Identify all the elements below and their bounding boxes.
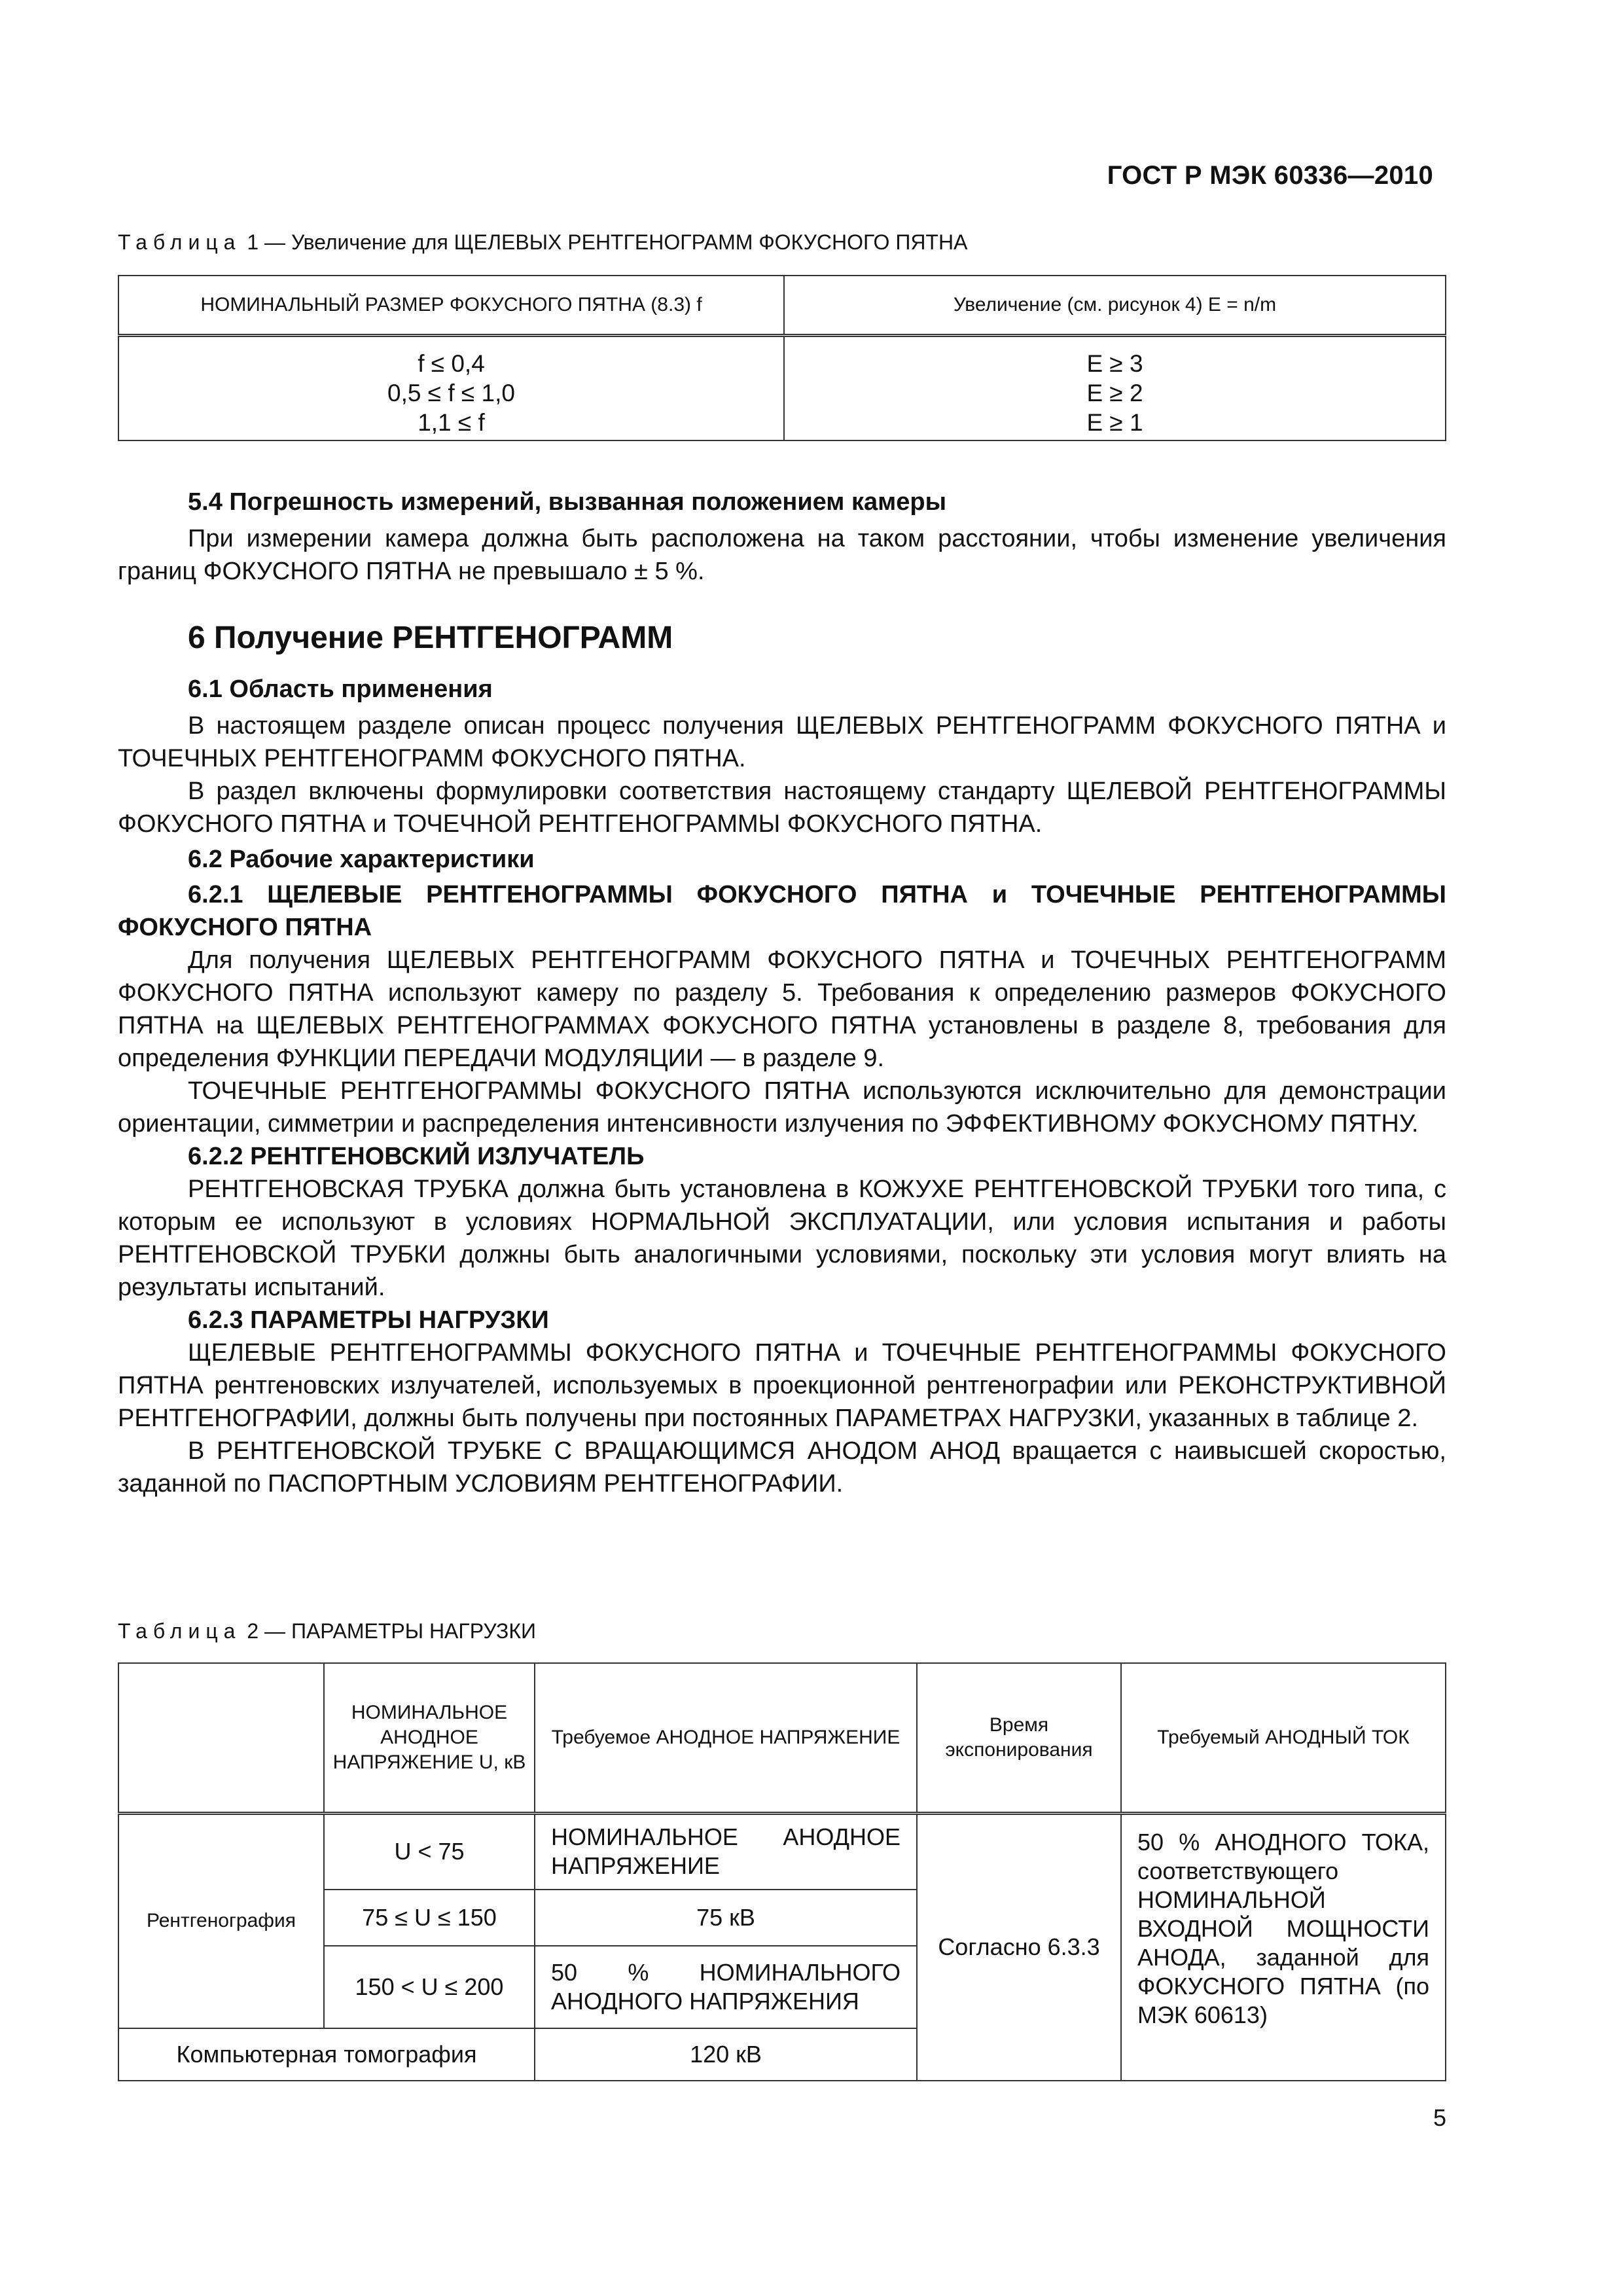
table2-required-voltage: 50 % НОМИНАЛЬНОГО АНОДНОГО НАПРЯЖЕНИЯ: [535, 1946, 917, 2028]
table2: [118, 1662, 1446, 2081]
table2-required-voltage: НОМИНАЛЬНОЕ АНОДНОЕ НАПРЯЖЕНИЕ: [535, 1814, 917, 1890]
table2-voltage-range: 75 ≤ U ≤ 150: [324, 1890, 535, 1946]
table2-voltage-range: 150 < U ≤ 200: [324, 1946, 535, 2028]
table1-size-value: f ≤ 0,4: [418, 350, 485, 377]
section-6-heading: 6 Получение РЕНТГЕНОГРАММ: [188, 620, 673, 655]
page-number: 5: [1433, 2104, 1446, 2131]
section-6-2-heading: 6.2 Рабочие характеристики: [188, 846, 535, 873]
table2-required-voltage-header: Требуемое АНОДНОЕ НАПРЯЖЕНИЕ: [535, 1663, 917, 1814]
section-6-1-heading: 6.1 Область применения: [188, 675, 493, 703]
table1-caption: [118, 230, 967, 255]
table1-col1-header: НОМИНАЛЬНЫЙ РАЗМЕР ФОКУСНОГО ПЯТНА (8.3) f: [118, 276, 784, 336]
standard-number: ГОСТ Р МЭК 60336—2010: [1107, 161, 1433, 190]
table1-caption-text: 1 — Увеличение для ЩЕЛЕВЫХ РЕНТГЕНОГРАММ ФОКУСНОГО ПЯТНА: [247, 230, 968, 254]
table2-voltage-range: U < 75: [324, 1814, 535, 1890]
section-6-2-3-heading: 6.2.3 ПАРАМЕТРЫ НАГРУЗКИ: [188, 1306, 549, 1334]
section-6-2-2-paragraph: РЕНТГЕНОВСКАЯ ТРУБКА должна быть установлена в КОЖУХЕ РЕНТГЕНОВСКОЙ ТРУБКИ того типа, с которым ее используют в условиях НОРМАЛЬНОЙ ЭКСПЛУАТАЦИИ, или условия испытания и работы РЕНТГЕНОВСКОЙ ТРУБКИ должны быть аналогичными условиями, поскольку эти условия могут влиять на результаты испытаний.: [118, 1175, 1446, 1301]
table1-mag-value: E ≥ 1: [1086, 409, 1143, 436]
table1-size-value: 0,5 ≤ f ≤ 1,0: [387, 380, 515, 406]
section-6-1-paragraph: В настоящем разделе описан процесс получения ЩЕЛЕВЫХ РЕНТГЕНОГРАММ ФОКУСНОГО ПЯТНА и ТОЧЕЧНЫХ РЕНТГЕНОГРАММ ФОКУСНОГО ПЯТНА.: [118, 712, 1446, 772]
section-5-4-text: При измерении камера должна быть расположена на таком расстоянии, чтобы изменение увеличения границ ФОКУСНОГО ПЯТНА не превышало ± 5 %.: [118, 525, 1446, 585]
table2-voltage-header: НОМИНАЛЬНОЕ АНОДНОЕ НАПРЯЖЕНИЕ U, кВ: [324, 1663, 535, 1814]
section-5-4-heading: 5.4 Погрешность измерений, вызванная положением камеры: [188, 488, 947, 516]
section-6-2-3-paragraph: ЩЕЛЕВЫЕ РЕНТГЕНОГРАММЫ ФОКУСНОГО ПЯТНА и ТОЧЕЧНЫЕ РЕНТГЕНОГРАММЫ ФОКУСНОГО ПЯТНА рентгеновских излучателей, используемых в проекционной рентгенографии или РЕКОНСТРУКТИВНОЙ РЕНТГЕНОГРАФИИ, должны быть получены при постоянных ПАРАМЕТРАХ НАГРУЗКИ, указанных в таблице 2.: [118, 1339, 1446, 1432]
table2-radiography-label: Рентгенография: [118, 1814, 324, 2028]
table2-time-value: Согласно 6.3.3: [917, 1814, 1121, 2081]
table1-size-value: 1,1 ≤ f: [418, 409, 485, 436]
table2-required-voltage: 75 кВ: [535, 1890, 917, 1946]
section-6-2-2-heading: 6.2.2 РЕНТГЕНОВСКИЙ ИЗЛУЧАТЕЛЬ: [188, 1143, 645, 1170]
table1-size-cell: [118, 336, 784, 441]
table2-caption-word: Таблица: [118, 1619, 241, 1643]
table1-mag-value: E ≥ 3: [1086, 350, 1143, 377]
table1-mag-cell: [784, 336, 1446, 441]
section-6-1-paragraph: В раздел включены формулировки соответствия настоящему стандарту ЩЕЛЕВОЙ РЕНТГЕНОГРАММЫ ФОКУСНОГО ПЯТНА и ТОЧЕЧНОЙ РЕНТГЕНОГРАММЫ ФОКУСНОГО ПЯТНА.: [118, 778, 1446, 838]
table2-ct-label: Компьютерная томография: [118, 2028, 535, 2081]
section-6-2-1-paragraph: ТОЧЕЧНЫЕ РЕНТГЕНОГРАММЫ ФОКУСНОГО ПЯТНА используются исключительно для демонстрации ориентации, симметрии и распределения интенсивности излучения по ЭФФЕКТИВНОМУ ФОКУСНОМУ ПЯТНУ.: [118, 1077, 1446, 1138]
table2-time-header: Время экспонирования: [917, 1663, 1121, 1814]
table1-caption-word: Таблица: [118, 230, 241, 254]
table1-mag-value: E ≥ 2: [1086, 380, 1143, 406]
section-6-2-1-heading: 6.2.1 ЩЕЛЕВЫЕ РЕНТГЕНОГРАММЫ ФОКУСНОГО ПЯТНА и ТОЧЕЧНЫЕ РЕНТГЕНОГРАММЫ ФОКУСНОГО ПЯТНА: [118, 881, 1446, 941]
table2-current-header: Требуемый АНОДНЫЙ ТОК: [1121, 1663, 1446, 1814]
table1: [118, 275, 1446, 441]
table2-empty-header: [118, 1663, 324, 1814]
section-6-2-1-paragraph: Для получения ЩЕЛЕВЫХ РЕНТГЕНОГРАММ ФОКУСНОГО ПЯТНА и ТОЧЕЧНЫХ РЕНТГЕНОГРАММ ФОКУСНОГО ПЯТНА используют камеру по разделу 5. Требования к определению размеров ФОКУСНОГО ПЯТНА на ЩЕЛЕВЫХ РЕНТГЕНОГРАММАХ ФОКУСНОГО ПЯТНА установлены в разделе 8, требования для определения ФУНКЦИИ ПЕРЕДАЧИ МОДУЛЯЦИИ — в разделе 9.: [118, 946, 1446, 1072]
table2-caption-text: 2 — ПАРАМЕТРЫ НАГРУЗКИ: [247, 1619, 536, 1643]
table2-current-value: 50 % АНОДНОГО ТОКА, соответствующего НОМИНАЛЬНОЙ ВХОДНОЙ МОЩНОСТИ АНОДА, заданной для ФОКУСНОГО ПЯТНА (по МЭК 60613): [1121, 1814, 1446, 2081]
section-5-4: [118, 486, 1446, 588]
section-6-2-3-paragraph: В РЕНТГЕНОВСКОЙ ТРУБКЕ С ВРАЩАЮЩИМСЯ АНОДОМ АНОД вращается с наивысшей скоростью, заданной по ПАСПОРТНЫМ УСЛОВИЯМ РЕНТГЕНОГРАФИИ.: [118, 1437, 1446, 1498]
table2-caption: [118, 1619, 536, 1643]
table2-ct-value: 120 кВ: [535, 2028, 917, 2081]
section-6: [118, 622, 1446, 1500]
table1-col2-header: Увеличение (см. рисунок 4) E = n/m: [784, 276, 1446, 336]
